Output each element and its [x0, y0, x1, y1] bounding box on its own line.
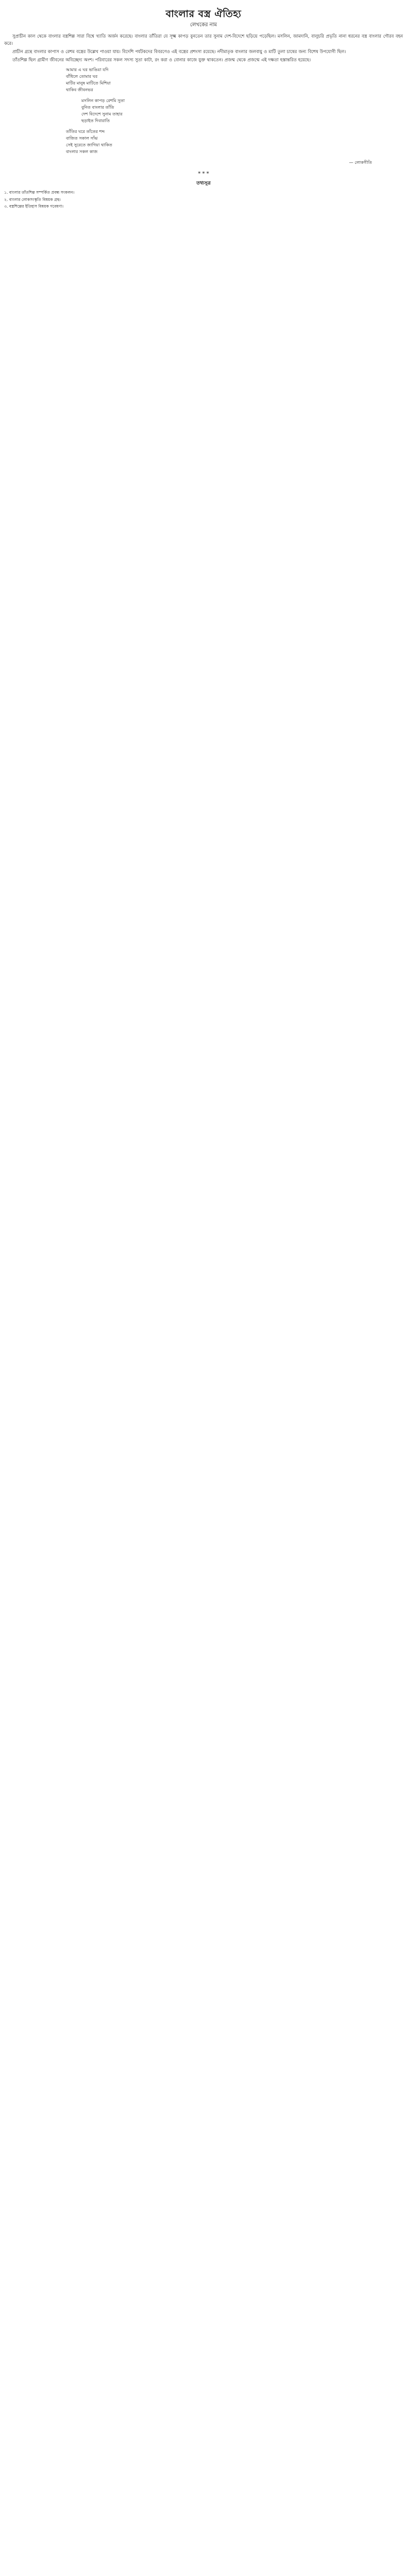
footnotes-heading: তথ্যসূত্র: [196, 180, 211, 186]
footnote-item: ২. বাংলার লোকসংস্কৃতি বিষয়ক গ্রন্থ।: [4, 197, 61, 202]
body-paragraph: প্রাচীন গ্রন্থে বাংলার কাপাস ও রেশম বস্ত্রের উল্লেখ পাওয়া যায়। বিদেশি পর্যটকদের বিবরণেও এই বস্ত্রের প্রশংসা রয়েছে। নদীমাতৃক বাংলার জলবায়ু ও মাটি তুলা চাষের জন্য বিশেষ উপযোগী ছিল।: [12, 48, 346, 54]
body-paragraph: তাঁতশিল্প ছিল গ্রামীণ জীবনের অবিচ্ছেদ্য অংশ। পরিবারের সকল সদস্য সুতা কাটা, রং করা ও বোনার কাজে যুক্ত থাকতেন। প্রজন্ম থেকে প্রজন্মে এই দক্ষতা হস্তান্তরিত হয়েছে।: [12, 57, 311, 62]
section-divider: * * *: [198, 171, 209, 177]
document-author: লেখকের নাম: [190, 22, 217, 28]
article-section: [4, 32, 403, 63]
verse-block: আমার এ ঘর ভাঙিয়া যদি বাঁধিলে তোমার ঘর মাটির মানুষ মাটিতে মিশিয়া থাকিব জীবনভর: [66, 66, 111, 92]
verse-block: তাঁতির ঘরে তাঁতের শব্দ বাজিত সকাল সাঁঝ সেই সুরেতে জাগিয়া থাকিত বাংলার সকল কাজ: [66, 128, 112, 154]
footnote-item: ৩. বস্ত্রশিল্পের ইতিহাস বিষয়ক গবেষণা।: [4, 204, 64, 209]
footnotes-list: [4, 190, 403, 210]
body-paragraph: সুপ্রাচীন কাল থেকে বাংলার বস্ত্রশিল্প সারা বিশ্বে খ্যাতি অর্জন করেছে। বাংলার তাঁতিরা যে সূক্ষ্ম কাপড় বুনতেন তার সুনাম দেশ-বিদেশে ছড়িয়ে পড়েছিল। মসলিন, জামদানি, বালুচরি প্রভৃতি নানা ধরনের বস্ত্র বাংলার গৌরব বহন করে।: [4, 33, 403, 46]
verse-attribution: — লোকগীতি: [349, 159, 372, 165]
document-title: বাংলার বস্ত্র ঐতিহ্য: [165, 8, 242, 20]
footnote-item: ১. বাংলার তাঁতশিল্প সম্পর্কিত প্রবন্ধ সংকলন।: [4, 190, 75, 195]
verse-block: মসলিন কাপড় রেশমি সুতা বুনিত বাংলার তাঁতি দেশ বিদেশে সুনাম তাহার ছড়াইত দিবারাতি: [81, 97, 125, 123]
